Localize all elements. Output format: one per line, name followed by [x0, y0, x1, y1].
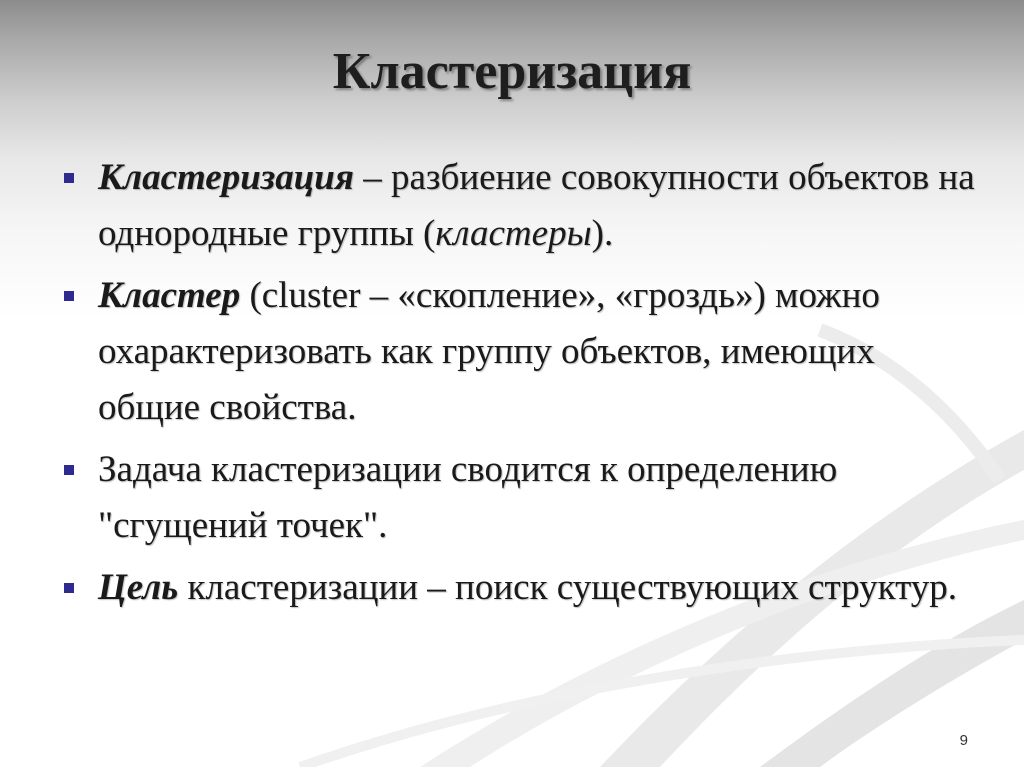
- square-bullet-icon: [64, 173, 74, 183]
- term-text: Кластер: [98, 275, 241, 316]
- bullet-item: [60, 150, 980, 262]
- definition-text: (cluster – «скопление», «гроздь») можно охарактеризовать как группу объектов, имеющих общие свойства.: [98, 275, 880, 428]
- square-bullet-icon: [64, 465, 74, 475]
- bullet-item: [60, 560, 980, 616]
- term-text: Кластеризация: [98, 157, 354, 198]
- square-bullet-icon: [64, 291, 74, 301]
- bullet-item: [60, 268, 980, 436]
- closing-text: ).: [591, 213, 614, 254]
- definition-text: кластеризации – поиск существующих структур.: [178, 567, 958, 608]
- page-number: 9: [959, 732, 968, 749]
- bullet-item: [60, 442, 980, 554]
- emphasis-text: кластеры: [435, 213, 592, 254]
- bullet-list: [60, 150, 980, 622]
- square-bullet-icon: [64, 583, 74, 593]
- slide-title: Кластеризация: [332, 43, 692, 100]
- term-text: Цель: [98, 567, 179, 608]
- definition-text: – разбиение совокупности объектов на однородные группы (: [98, 157, 975, 254]
- bullet-text: Задача кластеризации сводится к определению "сгущений точек".: [98, 449, 838, 546]
